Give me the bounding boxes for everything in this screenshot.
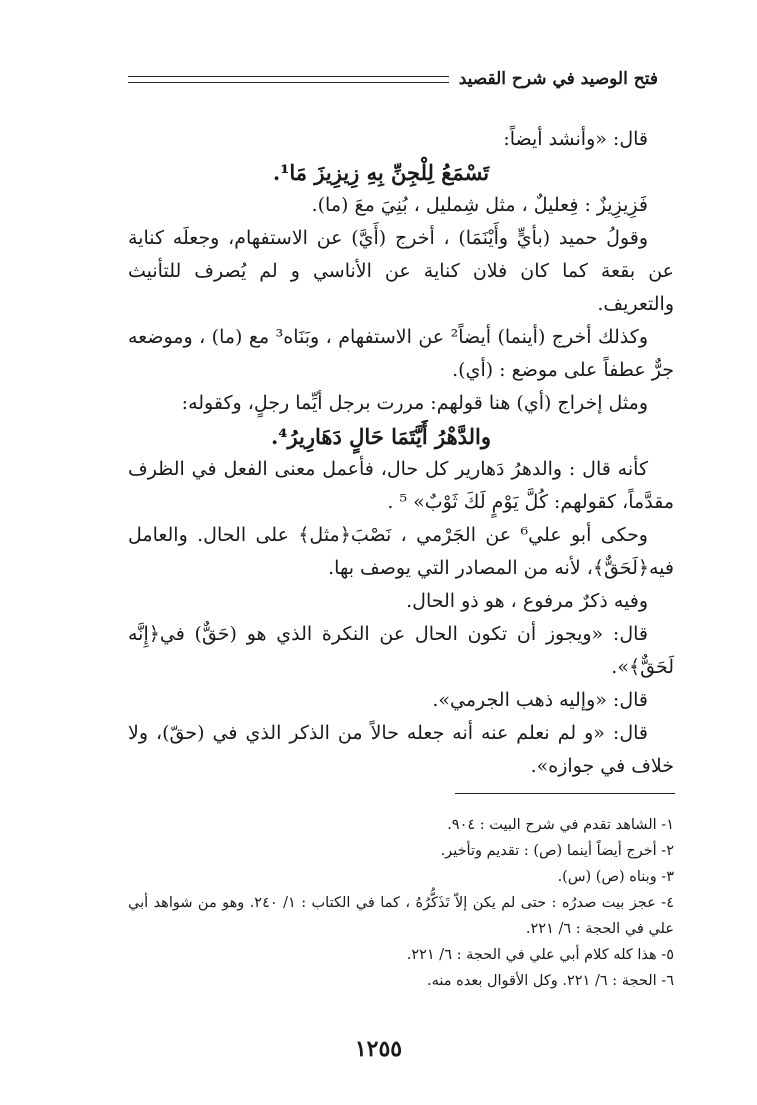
paragraph: ومثل إخراج (أي) هنا قولهم: مررت برجل أيِّما رجلٍ، وكقوله:	[181, 392, 648, 414]
verse-line: والدَّهْرُ أَيَّتَمَا حَالٍ دَهَارِيرُ⁴.	[270, 424, 492, 449]
verse-line: تَسْمَعُ لِلْجِنِّ بِهِ زِيزِيزَ مَا¹.	[272, 160, 490, 185]
page-number: ١٢٥٥	[354, 1036, 403, 1062]
footnote: ١- الشاهد تقدم في شرح البيت : ٩٠٤.	[447, 817, 674, 833]
paragraph: وحكى أبو علي⁶ عن الجَرْمي ، نَصْبَ﴿مثل﴾ على الحال. والعامل فيه﴿لَحَقٌّ﴾، لأنه من المصادر التي يوصف بها.	[128, 524, 674, 579]
footnote: ٦- الحجة : ٦/ ٢٢١. وكل الأقوال بعده منه.	[426, 973, 674, 989]
paragraph: قال: «وأنشد أيضاً:	[503, 128, 648, 150]
paragraph: كأنه قال : والدهرُ دَهارير كل حال، فأعمل معنى الفعل في الظرف مقدَّماً، كقولهم: كُلَّ يَوْمٍ لَكَ ثَوْبٌ» ⁵ .	[128, 458, 674, 513]
header-double-rule	[128, 76, 449, 83]
paragraph: وكذلك أخرج (أينما) أيضاً² عن الاستفهام ، وبَنَاه³ مع (ما) ، وموضعه جرٌّ عطفاً على موضع : (أي).	[128, 326, 674, 381]
footnotes	[128, 812, 674, 994]
paragraph: قال: «و لم نعلم عنه أنه جعله حالاً من الذكر الذي في (حقّ)، ولا خلاف في جوازه».	[128, 722, 674, 777]
paragraph: فَزِيزِيزٌ : فِعليلٌ ، مثل شِمليل ، بُنِيَ معَ (ما).	[311, 194, 648, 216]
paragraph: قال: «وإليه ذهب الجرمي».	[432, 689, 648, 711]
footnote: ٢- أخرج أيضاً أينما (ص) : تقديم وتأخير.	[440, 843, 674, 859]
running-header	[128, 64, 668, 94]
footnote-separator	[455, 793, 675, 794]
header-title: فتح الوصيد في شرح القصيد	[458, 69, 658, 89]
paragraph: وقولُ حميد (بأيٍّ وأَيْنَمَا) ، أخرج (أَيَّ) عن الاستفهام، وجعلَه كناية عن بقعة كما كان فلان كناية عن الأناسي و لم يُصرف للتأنيث والتعريف.	[128, 227, 674, 315]
footnote: ٥- هذا كله كلام أبي علي في الحجة : ٦/ ٢٢١.	[406, 947, 674, 963]
footnote: ٣- وبناه (ص) (س).	[557, 869, 674, 885]
paragraph: قال: «ويجوز أن تكون الحال عن النكرة الذي هو (حَقٌّ) في﴿إِنَّه لَحَقٌّ﴾».	[128, 623, 674, 678]
paragraph: وفيه ذكرٌ مرفوع ، هو ذو الحال.	[406, 590, 648, 612]
footnote: ٤- عجز بيت صدرُه : حتى لم يكن إلاّ تَذَكُّرُهُ ، كما في الكتاب : ١/ ٢٤٠. وهو من شواهد أبي علي في الحجة : ٦/ ٢٢١.	[128, 895, 674, 937]
main-text	[128, 123, 674, 783]
